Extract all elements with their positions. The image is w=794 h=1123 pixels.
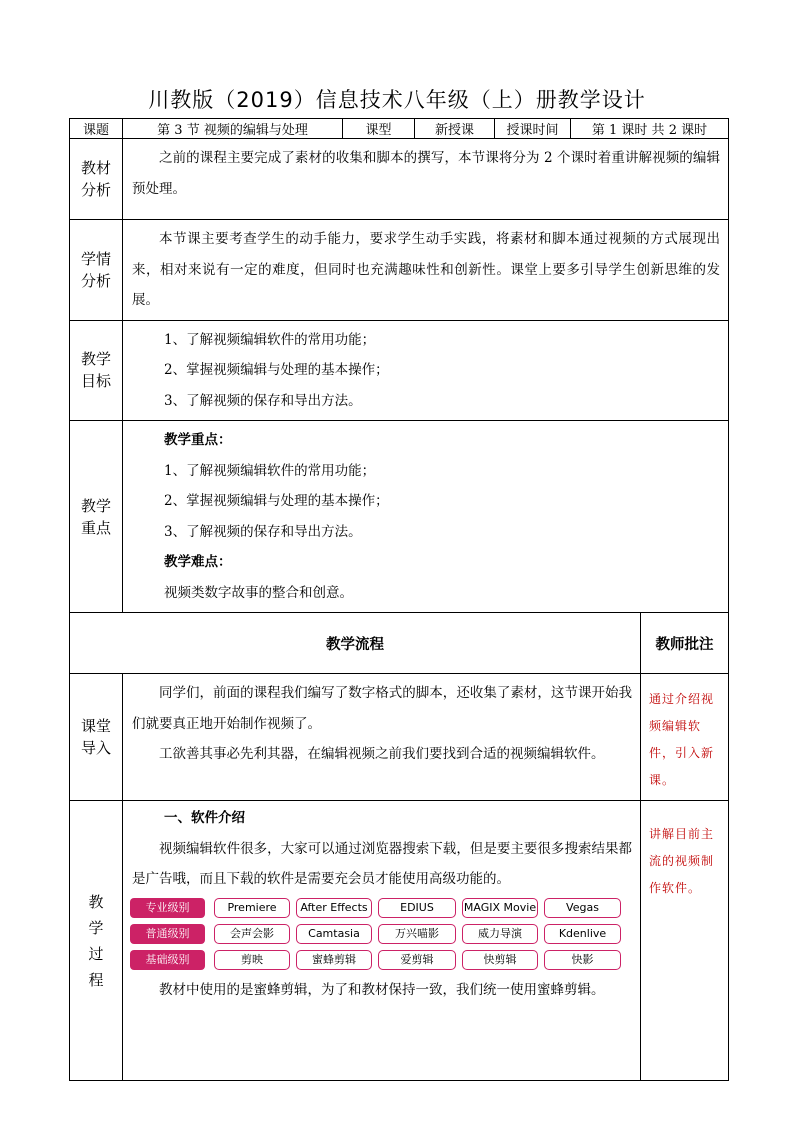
intro-text-1: 同学们，前面的课程我们编写了数字格式的脚本，还收集了素材，这节课开始我们就要真正地开始制作视频了。 (132, 685, 632, 732)
software-chip: 蜜蜂剪辑 (296, 950, 372, 970)
keypoints-row (70, 421, 729, 613)
software-chip: 万兴喵影 (378, 924, 456, 944)
topic-value: 第 3 节 视频的编辑与处理 (123, 119, 343, 139)
goal-item: 2、掌握视频编辑与处理的基本操作； (164, 362, 389, 378)
process-label: 教学过程 (70, 801, 123, 1081)
goal-item: 3、了解视频的保存和导出方法。 (164, 392, 362, 409)
software-chip: Kdenlive (544, 924, 621, 944)
material-text: 之前的课程主要完成了素材的收集和脚本的撰写，本节课将分为 2 个课时着重讲解视频的编辑预处理。 (132, 150, 720, 197)
keypoints-cell (123, 421, 729, 613)
type-label: 课型 (343, 119, 415, 139)
key-title: 教学重点： (164, 432, 232, 448)
goals-cell (123, 320, 729, 421)
students-cell (123, 220, 729, 321)
software-chip: Camtasia (296, 924, 372, 944)
software-level-row (130, 897, 632, 919)
intro-text-2: 工欲善其事必先利其器，在编辑视频之前我们要找到合适的视频编辑软件。 (159, 746, 605, 762)
flow-label: 教学流程 (70, 613, 641, 674)
goals-label: 教学目标 (70, 320, 123, 421)
time-value: 第 1 课时 共 2 课时 (571, 119, 729, 139)
material-row (70, 139, 729, 220)
software-chip: Premiere (214, 898, 290, 918)
type-value: 新授课 (415, 119, 495, 139)
key-item: 1、了解视频编辑软件的常用功能； (164, 462, 376, 479)
students-row (70, 220, 729, 321)
process-text-2: 教材中使用的是蜜蜂剪辑，为了和教材保持一致，我们统一使用蜜蜂剪辑。 (159, 981, 605, 998)
software-chip: EDIUS (378, 898, 456, 918)
software-chip: 威力导演 (462, 924, 538, 944)
key-item: 2、掌握视频编辑与处理的基本操作； (164, 493, 389, 509)
process-note: 讲解目前主流的视频制作软件。 (641, 801, 729, 1081)
header-row (70, 119, 729, 139)
material-label: 教材分析 (70, 139, 123, 220)
software-chip: MAGIX Movie (462, 898, 538, 918)
software-chip: 剪映 (214, 950, 290, 970)
software-level-row (130, 923, 632, 945)
section-title: 一、软件介绍 (164, 810, 245, 826)
level-tag: 基础级别 (130, 950, 205, 970)
intro-label: 课堂导入 (70, 674, 123, 801)
software-chip: 快剪辑 (462, 950, 538, 970)
software-chip: 会声会影 (214, 924, 290, 944)
goals-row (70, 320, 729, 421)
page-title: 川教版（2019）信息技术八年级（上）册教学设计 (148, 88, 646, 112)
process-row (70, 801, 729, 1081)
hard-text: 视频类数字故事的整合和创意。 (164, 584, 353, 601)
process-cell (123, 801, 641, 1081)
intro-cell (123, 674, 641, 801)
flow-header-row (70, 613, 729, 674)
goal-item: 1、了解视频编辑软件的常用功能； (164, 331, 376, 348)
time-label: 授课时间 (495, 119, 571, 139)
level-tag: 普通级别 (130, 924, 205, 944)
hard-title: 教学难点： (164, 554, 232, 570)
level-tag: 专业级别 (130, 898, 205, 918)
software-level-row (130, 949, 632, 971)
students-label: 学情分析 (70, 220, 123, 321)
intro-row (70, 674, 729, 801)
software-chip: After Effects (296, 898, 372, 918)
key-item: 3、了解视频的保存和导出方法。 (164, 523, 362, 540)
note-label: 教师批注 (641, 613, 729, 674)
lesson-plan-table (69, 118, 729, 1081)
students-text: 本节课主要考查学生的动手能力，要求学生动手实践，将素材和脚本通过视频的方式展现出来，相对来说有一定的难度，但同时也充满趣味性和创新性。课堂上要多引导学生创新思维的发展。 (132, 231, 720, 308)
process-text-1: 视频编辑软件很多，大家可以通过浏览器搜索下载，但是要主要很多搜索结果都是广告哦，而且下载的软件是需要充会员才能使用高级功能的。 (132, 840, 632, 887)
material-cell (123, 139, 729, 220)
software-chip: 快影 (544, 950, 621, 970)
software-chip: Vegas (544, 898, 621, 918)
software-grid (130, 897, 632, 971)
keypoints-label: 教学重点 (70, 421, 123, 613)
intro-note: 通过介绍视频编辑软件，引入新课。 (641, 674, 729, 801)
topic-label: 课题 (70, 119, 123, 139)
software-chip: 爱剪辑 (378, 950, 456, 970)
